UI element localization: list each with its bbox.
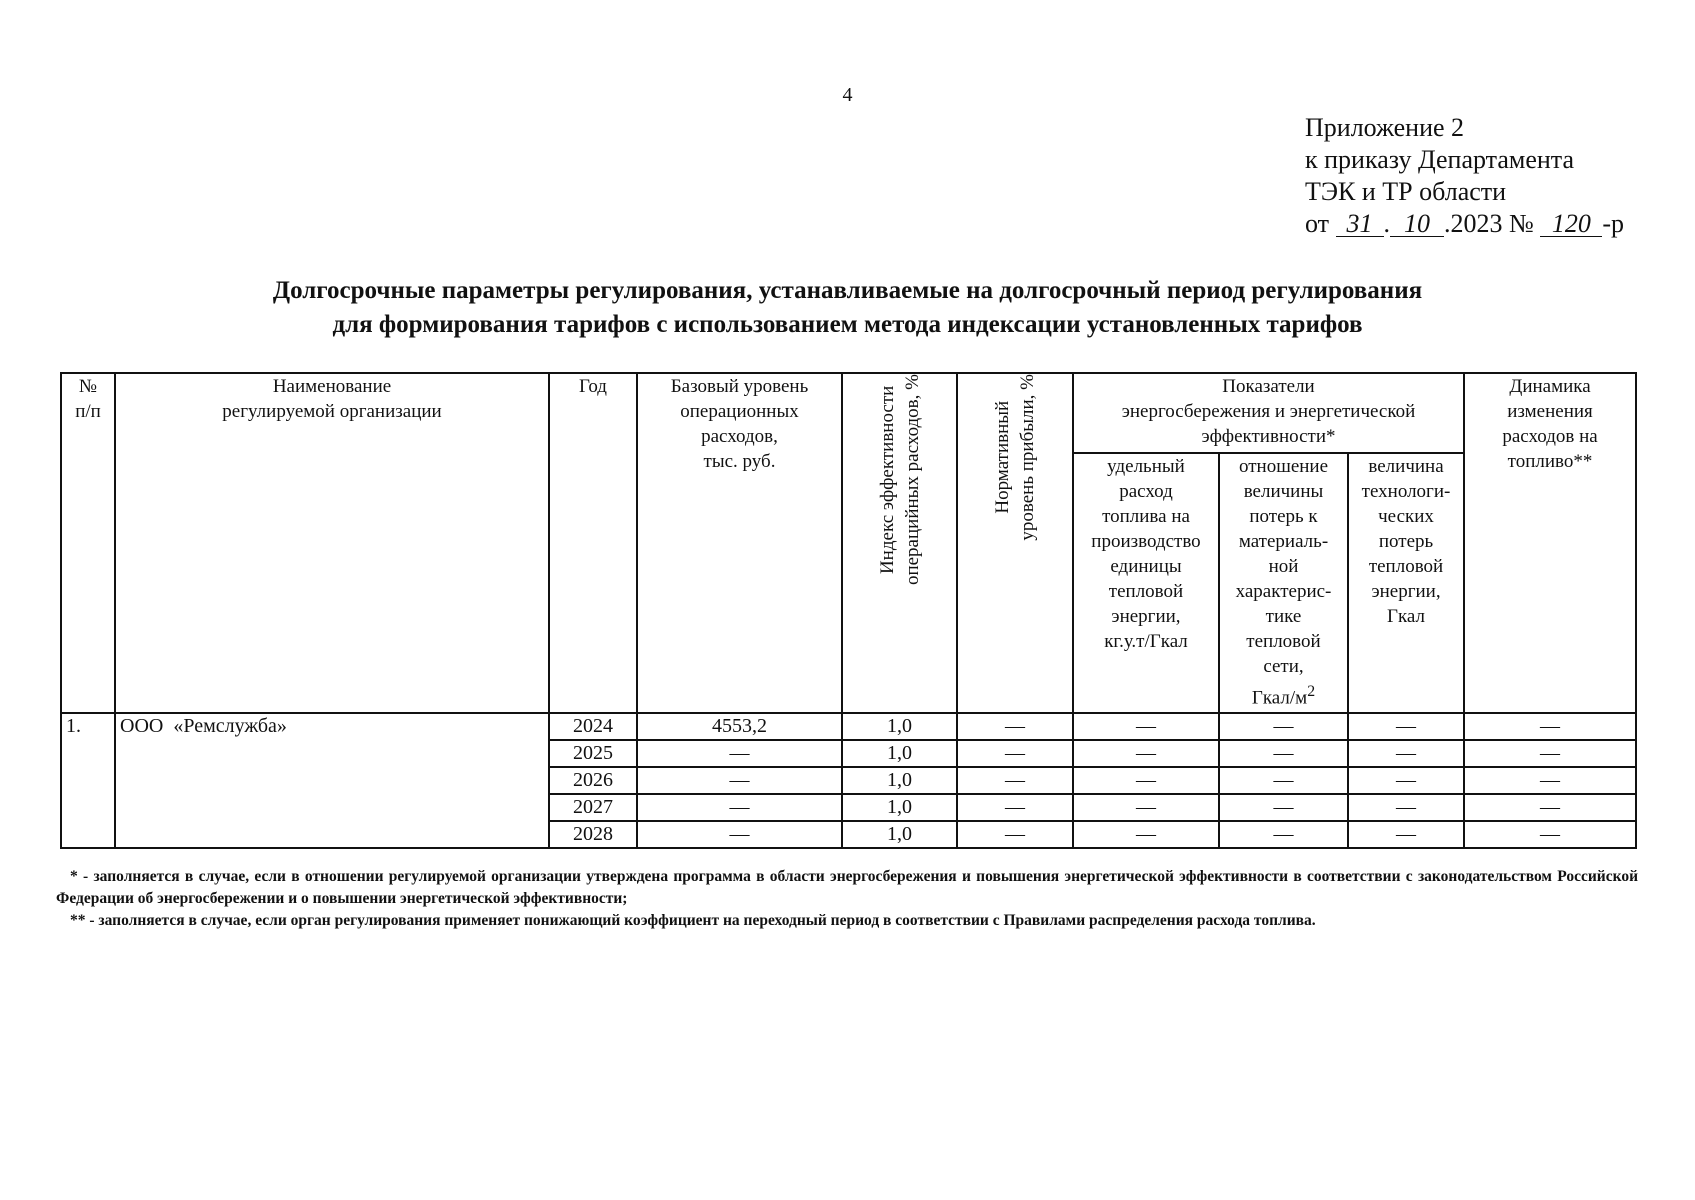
page-number: 4 bbox=[842, 84, 853, 106]
cell-fuel: — bbox=[1073, 767, 1219, 794]
header-specific-fuel: удельный расход топлива на производство единицы тепловой энергии, кг.у.т/Гкал bbox=[1073, 453, 1219, 713]
header-year: Год bbox=[549, 373, 637, 713]
cell-base: — bbox=[637, 794, 842, 821]
header-tech-losses: величина технологи- ческих потерь тепловой энергии, Гкал bbox=[1348, 453, 1464, 713]
table-row bbox=[61, 713, 1636, 740]
cell-index: 1,0 bbox=[842, 794, 957, 821]
cell-year: 2027 bbox=[549, 794, 637, 821]
cell-loss-ratio: — bbox=[1219, 767, 1348, 794]
cell-base: — bbox=[637, 821, 842, 848]
parameters-table bbox=[60, 372, 1637, 849]
header-num: № п/п bbox=[61, 373, 115, 713]
order-suffix: -р bbox=[1602, 209, 1625, 238]
cell-tech-loss: — bbox=[1348, 794, 1464, 821]
cell-loss-ratio: — bbox=[1219, 794, 1348, 821]
cell-dynamics: — bbox=[1464, 821, 1636, 848]
cell-tech-loss: — bbox=[1348, 767, 1464, 794]
header-efficiency-index bbox=[842, 373, 957, 713]
header-loss-ratio bbox=[1219, 453, 1348, 713]
cell-year: 2026 bbox=[549, 767, 637, 794]
handwritten-order-number: 120 bbox=[1540, 212, 1602, 237]
header-profit-level-text: Нормативный уровень прибыли, % bbox=[992, 374, 1038, 541]
title-line-2: для формирования тарифов с использованием метода индексации установленных тарифов bbox=[332, 311, 1363, 338]
date-prefix: от bbox=[1305, 209, 1330, 238]
year-and-number-sign: .2023 № bbox=[1444, 209, 1534, 238]
cell-loss-ratio: — bbox=[1219, 740, 1348, 767]
cell-loss-ratio: — bbox=[1219, 713, 1348, 740]
cell-profit: — bbox=[957, 740, 1073, 767]
cell-tech-loss: — bbox=[1348, 740, 1464, 767]
cell-fuel: — bbox=[1073, 740, 1219, 767]
org-num: 1. bbox=[61, 713, 115, 848]
cell-dynamics: — bbox=[1464, 713, 1636, 740]
cell-profit: — bbox=[957, 767, 1073, 794]
cell-fuel: — bbox=[1073, 821, 1219, 848]
cell-year: 2024 bbox=[549, 713, 637, 740]
handwritten-day: 31 bbox=[1336, 212, 1384, 237]
header-loss-ratio-sup: 2 bbox=[1307, 683, 1316, 700]
footnote-1: * - заполняется в случае, если в отношении регулируемой организации утверждена программа в области энергосбережения и повышения энергетической эффективности в соответствии с законодательством Российской Федерации об энергосбережении и о повышении энергетической эффективности; bbox=[56, 868, 1638, 907]
cell-dynamics: — bbox=[1464, 794, 1636, 821]
cell-tech-loss: — bbox=[1348, 713, 1464, 740]
appendix-date-line bbox=[1305, 208, 1624, 240]
cell-base: — bbox=[637, 767, 842, 794]
header-row-1 bbox=[61, 373, 1636, 453]
cell-profit: — bbox=[957, 794, 1073, 821]
org-name: ООО «Ремслужба» bbox=[115, 713, 549, 848]
appendix-block bbox=[1305, 112, 1624, 240]
title-line-1: Долгосрочные параметры регулирования, устанавливаемые на долгосрочный период регулирования bbox=[272, 277, 1423, 304]
cell-profit: — bbox=[957, 821, 1073, 848]
cell-fuel: — bbox=[1073, 794, 1219, 821]
cell-profit: — bbox=[957, 713, 1073, 740]
cell-fuel: — bbox=[1073, 713, 1219, 740]
header-energy-indicators: Показатели энергосбережения и энергетической эффективности* bbox=[1073, 373, 1464, 453]
appendix-line-1: Приложение 2 bbox=[1305, 113, 1465, 142]
cell-loss-ratio: — bbox=[1219, 821, 1348, 848]
cell-index: 1,0 bbox=[842, 821, 957, 848]
cell-dynamics: — bbox=[1464, 767, 1636, 794]
cell-index: 1,0 bbox=[842, 713, 957, 740]
cell-year: 2028 bbox=[549, 821, 637, 848]
header-loss-ratio-text: отношение величины потерь к материаль- ной характерис- тике тепловой сети, Гкал/м bbox=[1235, 456, 1332, 709]
appendix-line-2: к приказу Департамента bbox=[1305, 145, 1575, 174]
appendix-line-3: ТЭК и ТР области bbox=[1305, 177, 1507, 206]
handwritten-month: 10 bbox=[1390, 212, 1444, 237]
header-profit-level bbox=[957, 373, 1073, 713]
cell-dynamics: — bbox=[1464, 740, 1636, 767]
cell-base: — bbox=[637, 740, 842, 767]
date-separator: . bbox=[1383, 209, 1391, 238]
cell-tech-loss: — bbox=[1348, 821, 1464, 848]
footnotes bbox=[56, 866, 1638, 932]
cell-base: 4553,2 bbox=[637, 713, 842, 740]
footnote-2: ** - заполняется в случае, если орган регулирования применяет понижающий коэффициент на переходный период в соответствии с Правилами распределения расхода топлива. bbox=[70, 912, 1316, 929]
header-base-level: Базовый уровень операционных расходов, тыс. руб. bbox=[637, 373, 842, 713]
header-org-name: Наименование регулируемой организации bbox=[115, 373, 549, 713]
document-title bbox=[0, 274, 1695, 342]
header-efficiency-index-text: Индекс эффективности операцийных расходов, % bbox=[876, 374, 923, 586]
cell-index: 1,0 bbox=[842, 767, 957, 794]
header-fuel-dynamics: Динамика изменения расходов на топливо** bbox=[1464, 373, 1636, 713]
cell-index: 1,0 bbox=[842, 740, 957, 767]
cell-year: 2025 bbox=[549, 740, 637, 767]
